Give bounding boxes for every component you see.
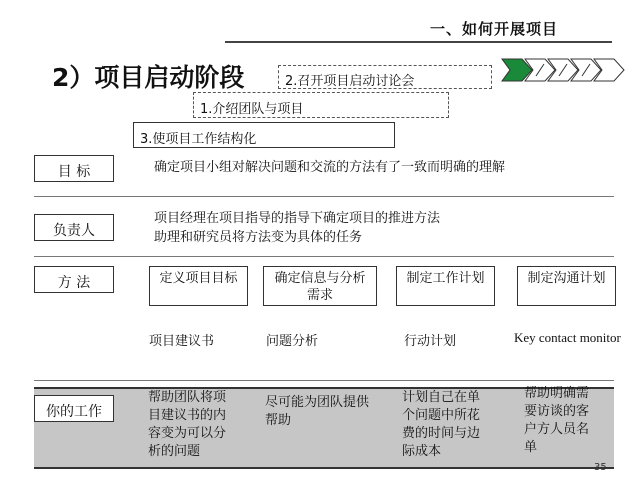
step-2-box: 2.召开项目启动讨论会: [278, 65, 492, 89]
work-label: 你的工作: [34, 395, 114, 422]
goal-label: 目 标: [34, 155, 114, 182]
step-3-box: 3.使项目工作结构化: [133, 122, 395, 148]
method-box-3: 制定工作计划: [396, 266, 495, 306]
work-item-1: 帮助团队将项目建议书的内容变为可以分析的问题: [148, 390, 227, 459]
method-box-4: 制定沟通计划: [517, 266, 616, 306]
method-box-2: 确定信息与分析需求: [263, 266, 377, 306]
row-divider: [34, 380, 614, 381]
owner-label: 负责人: [34, 214, 114, 241]
goal-text: 确定项目小组对解决问题和交流的方法有了一致而明确的理解: [154, 160, 506, 175]
row-divider: [34, 256, 614, 257]
method-output-4: Key contact monitor: [514, 330, 621, 345]
method-output-1: 项目建议书: [149, 334, 215, 349]
header-divider: [225, 41, 612, 43]
method-label: 方 法: [34, 266, 114, 293]
work-item-3: 计划自己在单个问题中所花费的时间与边际成本: [402, 390, 481, 459]
owner-text-1: 项目经理在项目指导的指导下确定项目的推进方法: [154, 211, 441, 226]
main-title: 2）项目启动阶段: [52, 63, 245, 92]
method-box-1: 定义项目目标: [149, 266, 248, 306]
row-divider: [34, 196, 614, 197]
method-output-3: 行动计划: [404, 334, 457, 349]
progress-chevrons: [500, 56, 625, 84]
step-1-box: 1.介绍团队与项目: [193, 92, 449, 118]
owner-text-2: 助理和研究员将方法变为具体的任务: [154, 230, 363, 245]
method-output-2: 问题分析: [266, 334, 319, 349]
work-item-4: 帮助明确需要访谈的客户方人员名单: [524, 386, 590, 455]
section-title: 一、如何开展项目: [430, 20, 559, 38]
page-number: 35: [594, 462, 607, 473]
work-item-2: 尽可能为团队提供帮助: [265, 395, 370, 428]
